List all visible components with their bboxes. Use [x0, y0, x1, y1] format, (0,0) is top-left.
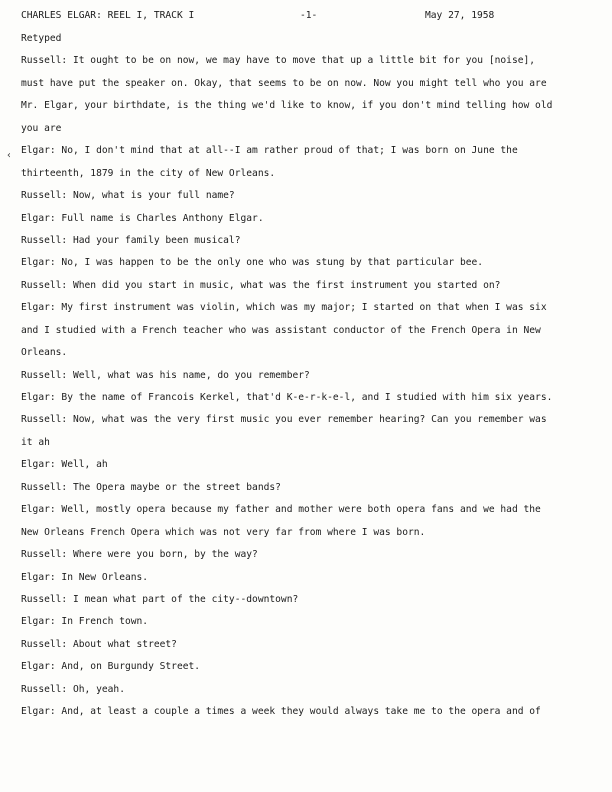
- text-line: New Orleans French Opera which was not very far from where I was born.: [21, 526, 426, 538]
- text-line: Russell: The Opera maybe or the street bands?: [21, 481, 281, 493]
- page-number: -1-: [300, 10, 318, 21]
- page-header: [21, 9, 596, 23]
- text-line: Elgar: No, I don't mind that at all--I am rather proud of that; I was born on June the: [21, 145, 518, 157]
- text-line: Elgar: And, on Burgundy Street.: [21, 661, 201, 673]
- text-line: Elgar: Well, ah: [21, 459, 108, 471]
- text-line: Russell: About what street?: [21, 638, 177, 650]
- text-line: you are: [21, 122, 62, 134]
- text-line: Russell: Now, what is your full name?: [21, 190, 235, 202]
- text-line: Russell: Had your family been musical?: [21, 234, 241, 246]
- text-line: Elgar: No, I was happen to be the only one who was stung by that particular bee.: [21, 257, 484, 269]
- header-date: May 27, 1958: [425, 10, 495, 21]
- retyped-note: Retyped: [21, 33, 62, 44]
- text-line: thirteenth, 1879 in the city of New Orleans.: [21, 167, 276, 179]
- text-line: Elgar: In French town.: [21, 616, 149, 628]
- text-line: Russell: I mean what part of the city--downtown?: [21, 593, 299, 605]
- text-line: Russell: Where were you born, by the way?: [21, 549, 258, 561]
- header-title: CHARLES ELGAR: REEL I, TRACK I: [21, 10, 195, 21]
- text-line: Orleans.: [21, 347, 68, 359]
- text-line: Russell: When did you start in music, what was the first instrument you started on?: [21, 279, 501, 291]
- text-line: it ah: [21, 436, 50, 448]
- text-line: Russell: It ought to be on now, we may have to move that up a little bit for you [noise],: [21, 55, 536, 67]
- text-line: Russell: Oh, yeah.: [21, 683, 125, 695]
- text-line: Elgar: In New Orleans.: [21, 571, 149, 583]
- text-line: Elgar: Well, mostly opera because my father and mother were both opera fans and we had the: [21, 504, 541, 516]
- text-line: must have put the speaker on. Okay, that seems to be on now. Now you might tell who you are: [21, 77, 547, 89]
- text-line: Elgar: And, at least a couple a times a week they would always take me to the opera and of: [21, 706, 541, 718]
- text-line: and I studied with a French teacher who was assistant conductor of the French Opera in New: [21, 324, 541, 336]
- text-line: Russell: Now, what was the very first music you ever remember hearing? Can you remember was: [21, 414, 547, 426]
- text-line: Russell: Well, what was his name, do you remember?: [21, 369, 310, 381]
- text-line: Mr. Elgar, your birthdate, is the thing we'd like to know, if you don't mind telling how old: [21, 100, 553, 112]
- text-line: Elgar: Full name is Charles Anthony Elgar.: [21, 212, 264, 224]
- margin-mark: ‹: [6, 150, 13, 161]
- text-line: Elgar: By the name of Francois Kerkel, that'd K-e-r-k-e-l, and I studied with him six years.: [21, 392, 553, 403]
- text-line: Elgar: My first instrument was violin, which was my major; I started on that when I was six: [21, 302, 547, 314]
- transcript-body: [21, 28, 596, 724]
